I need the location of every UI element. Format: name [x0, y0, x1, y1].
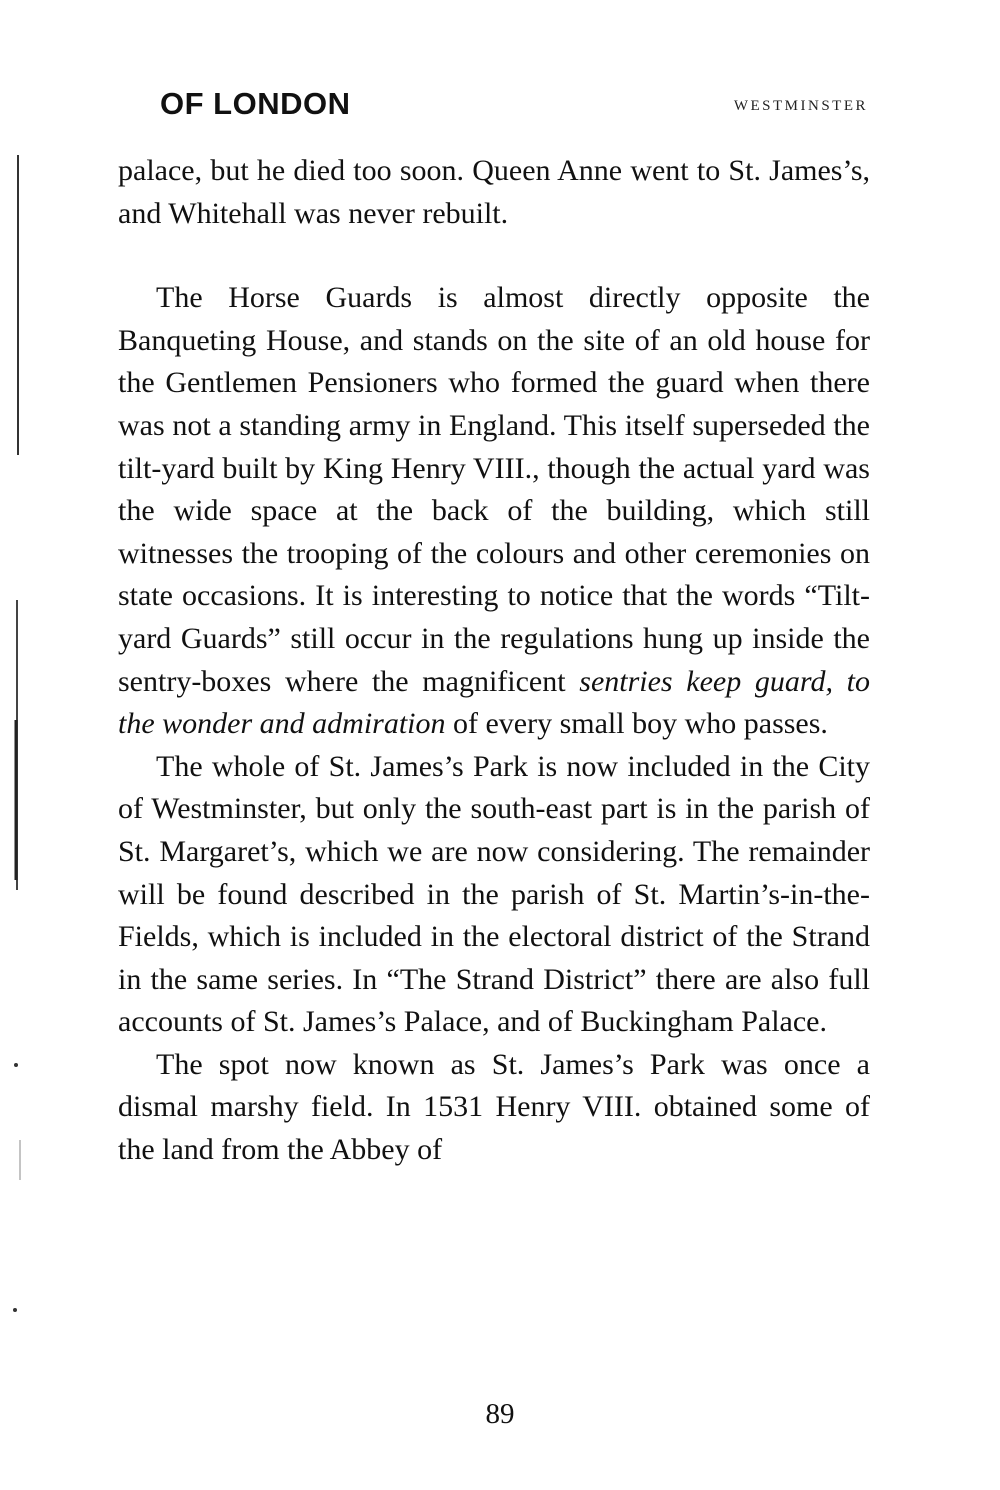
body-text: [118, 150, 870, 1172]
running-head-title: OF LONDON: [160, 86, 351, 121]
paragraph-2-after: of every small boy who passes.: [445, 707, 828, 741]
paragraph-1: palace, but he died too soon. Queen Anne went to St. James’s, and Whitehall was never rebuilt.: [118, 154, 870, 230]
running-head-section: WESTMINSTER: [733, 98, 868, 114]
paragraph-2-italic: sentries keep guard, to the wonder and admiration: [118, 664, 870, 741]
binding-edge-marks: [0, 0, 30, 1490]
paragraph-3: The whole of St. James’s Park is now included in the City of Westminster, but only the south-east part is in the parish of St. Margaret’s, which we are now considering. The remainder will be found described in the parish of St. Martin’s-in-the-Fields, which is included in the electoral district of the Strand in the same series. In “The Strand District” there are also full accounts of St. James’s Palace, and of Buckingham Palace.: [118, 749, 870, 1039]
paragraph-2: [118, 277, 870, 746]
paragraph-2-text: The Horse Guards is almost directly opposite the Banqueting House, and stands on the site of an old house for the Gentlemen Pensioners who formed the guard when there was not a standing army in England. This itself superseded the tilt-yard built by King Henry VIII., though the actual yard was the wide space at the back of the building, which still witnesses the trooping of the colours and other ceremonies on state occasions. It is interesting to notice that the words “Tilt-yard Guards” still occur in the regulations hung up inside the sentry-boxes where the magnificent: [118, 281, 870, 698]
paragraph-4: The spot now known as St. James’s Park was once a dismal marshy field. In 1531 Henry VIII. obtained some of the land from the Abbey of: [118, 1047, 870, 1167]
page-number: 89: [485, 1398, 515, 1430]
